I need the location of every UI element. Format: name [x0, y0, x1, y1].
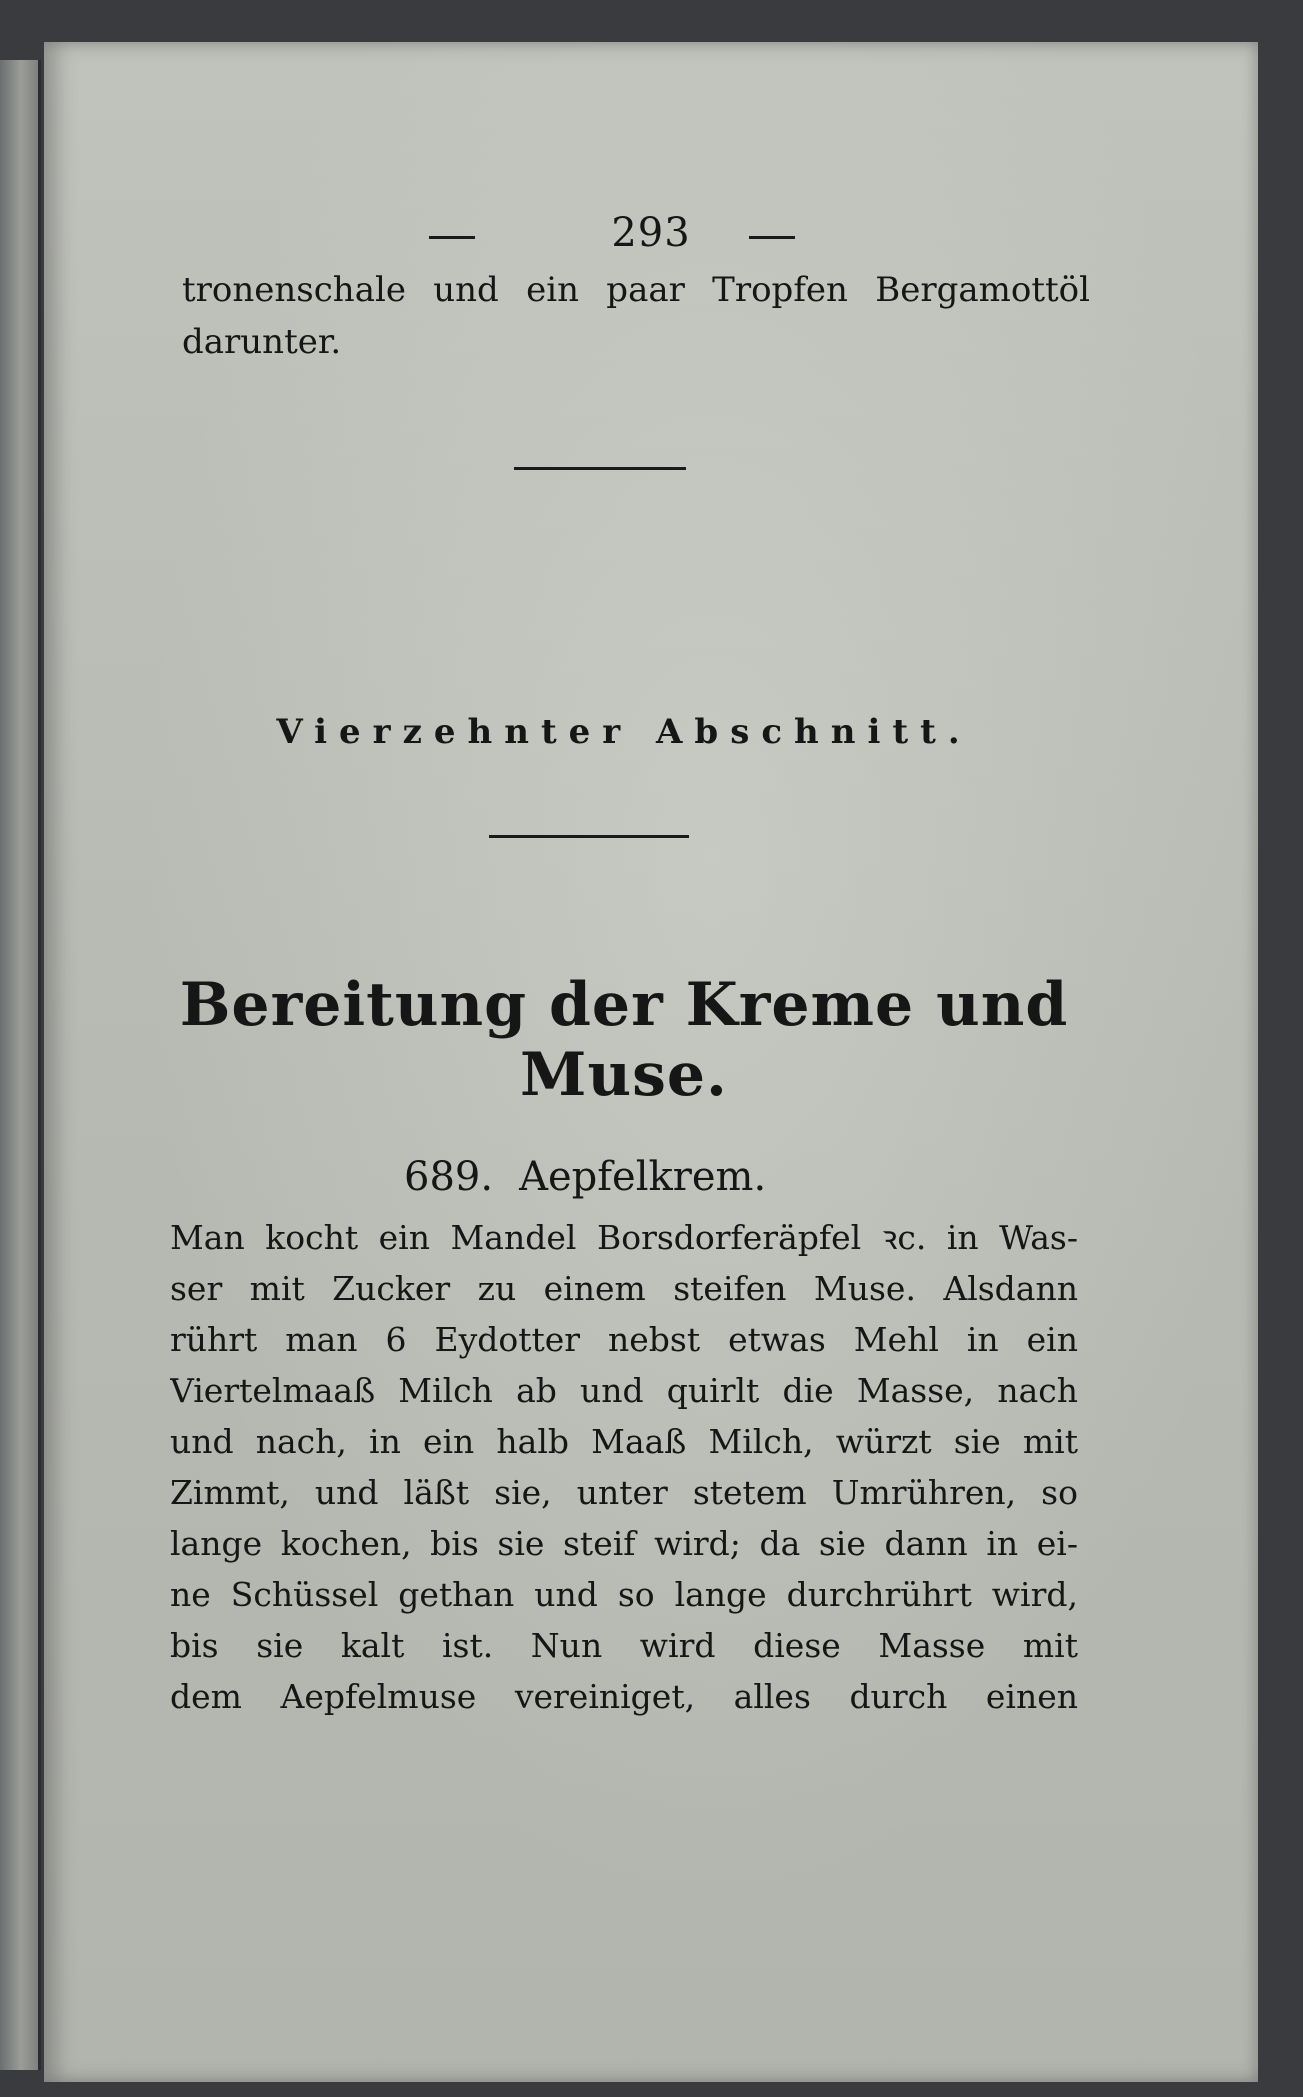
separator-rule — [514, 467, 686, 470]
recipe-body — [170, 1212, 1078, 1722]
separator-rule — [489, 835, 689, 838]
text-line: Viertelmaaß Milch ab und quirlt die Masse, nach — [170, 1371, 1078, 1410]
recipe-heading — [404, 1154, 792, 1200]
previous-page-edge — [0, 60, 41, 2070]
text-line: ne Schüssel gethan und so lange durchrührt wird, — [170, 1575, 1078, 1614]
section-title: Vierzehnter Abschnitt. — [276, 712, 972, 752]
carryover-line: darunter. — [182, 322, 342, 362]
text-line: Man kocht ein Mandel Borsdorferäpfel ꝛc. in Was- — [170, 1218, 1078, 1257]
chapter-heading: Bereitung der Kreme und Muse. — [179, 970, 1069, 1110]
text-line: dem Aepfelmuse vereiniget, alles durch einen — [170, 1677, 1078, 1716]
recipe-number: 689. — [404, 1154, 494, 1200]
text-line: ser mit Zucker zu einem steifen Muse. Alsdann — [170, 1269, 1078, 1308]
text-line: Zimmt, und läßt sie, unter stetem Umrühren, so — [170, 1473, 1078, 1512]
text-line: rührt man 6 Eydotter nebst etwas Mehl in ein — [170, 1320, 1078, 1359]
carryover-line: tronenschale und ein paar Tropfen Bergamottöl — [182, 270, 1090, 310]
text-line: und nach, in ein halb Maaß Milch, würzt sie mit — [170, 1422, 1078, 1461]
page-number: 293 — [611, 210, 691, 256]
text-line: lange kochen, bis sie steif wird; da sie dann in ei- — [170, 1524, 1078, 1563]
text-line: bis sie kalt ist. Nun wird diese Masse mit — [170, 1626, 1078, 1665]
running-header — [44, 210, 1258, 260]
book-page — [44, 42, 1258, 2082]
recipe-title: Aepfelkrem. — [519, 1154, 767, 1200]
header-dash-right — [749, 236, 795, 239]
